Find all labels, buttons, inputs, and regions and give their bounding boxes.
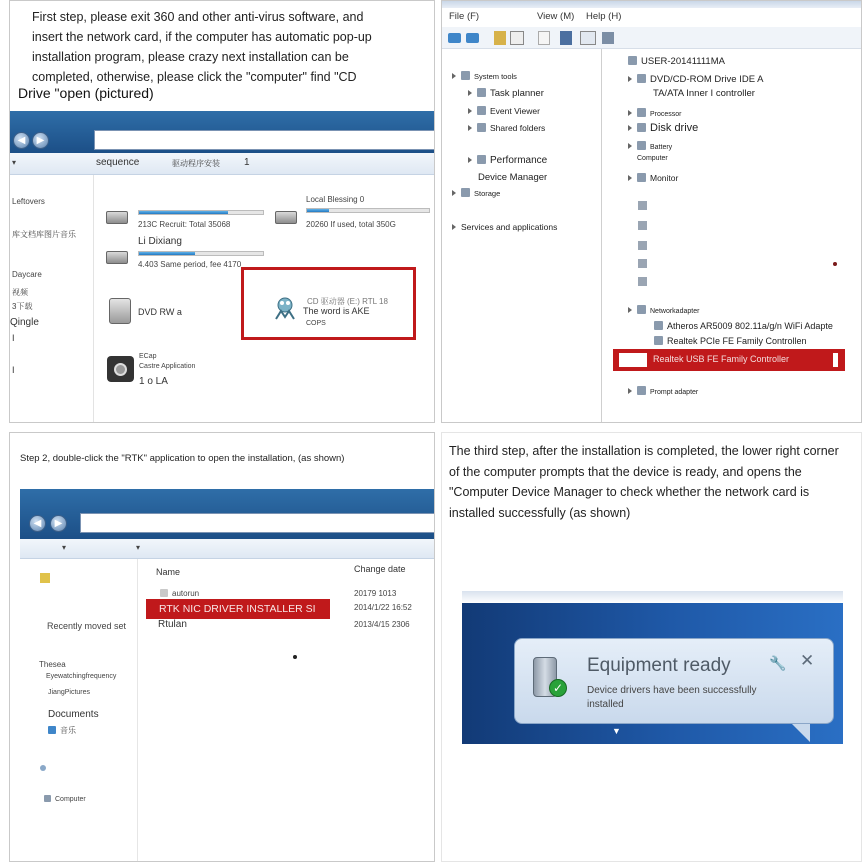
cd-drive-title[interactable]: CD 驱动器 (E:) RTL 18 — [307, 297, 388, 306]
sidebar-item[interactable]: 视频 — [12, 288, 28, 297]
address-bar[interactable] — [80, 513, 435, 533]
drive2-title: Local Blessing 0 — [306, 195, 365, 204]
notification-balloon[interactable] — [514, 638, 834, 724]
file-date: 2014/1/22 16:52 — [354, 603, 412, 612]
event-icon — [477, 106, 486, 115]
step1-panel — [9, 0, 435, 423]
column-name[interactable]: Name — [156, 567, 181, 577]
cd-drive-label[interactable]: The word is AKE — [303, 306, 370, 316]
storage-icon — [461, 188, 470, 197]
drive1-name: 213C Recruit: Total 35068 — [138, 220, 231, 229]
explorer-toolbar — [10, 153, 435, 175]
tools-icon — [461, 71, 470, 80]
tree-event-viewer[interactable]: Event Viewer — [468, 106, 540, 116]
sidebar-item: I — [12, 365, 15, 375]
sidebar-item[interactable]: Daycare — [12, 270, 42, 279]
expand-arrow-icon[interactable] — [628, 388, 632, 394]
sidebar-item[interactable]: Eyewatchingfrequency — [46, 673, 117, 680]
music-icon — [48, 726, 56, 734]
expand-arrow-icon[interactable] — [468, 157, 472, 163]
sidebar-documents[interactable]: Documents — [48, 709, 99, 720]
network-card-icon — [654, 336, 663, 345]
desktop-top-fade — [462, 591, 843, 603]
tree-network-adapter[interactable]: Networkadapter — [628, 305, 699, 315]
explorer-sidebar — [10, 175, 94, 423]
disk-icon — [637, 123, 646, 132]
dvd-rw-label[interactable]: DVD RW a — [138, 307, 182, 317]
balloon-body-line2: installed — [587, 699, 624, 710]
tree-prompt-adapter[interactable]: Prompt adapter — [628, 386, 698, 396]
expand-arrow-icon[interactable] — [452, 73, 456, 79]
explorer2-sidebar — [20, 559, 138, 862]
balloon-body-line1: Device drivers have been successfully — [587, 685, 757, 696]
drive3-usage-bar — [138, 251, 264, 256]
sidebar-item[interactable]: JiangPictures — [48, 689, 91, 696]
expand-arrow-icon[interactable] — [452, 190, 456, 196]
ecap-title: ECap — [139, 353, 157, 360]
show-hidden-icons-arrow[interactable]: ▼ — [612, 726, 621, 736]
redacted-block — [619, 353, 647, 367]
balloon-title: Equipment ready — [587, 655, 731, 676]
file-row[interactable]: autorun — [160, 589, 199, 598]
wrench-icon[interactable]: 🔧 — [769, 655, 787, 671]
tree-services[interactable]: Services and applications — [452, 222, 557, 232]
balloon-tail — [792, 724, 810, 742]
tree-performance[interactable]: Performance — [468, 155, 547, 166]
back-button[interactable]: ◀ — [29, 515, 46, 532]
drive1-usage-bar — [138, 210, 264, 215]
dvd-drive-icon[interactable] — [109, 298, 131, 324]
computer-icon — [44, 795, 51, 802]
step2-heading: Step 2, double-click the "RTK" application to open the installation, (as shown) — [20, 453, 345, 464]
tree-device-manager[interactable]: Device Manager — [478, 172, 548, 183]
tree-disk-drive[interactable]: Disk drive — [628, 122, 698, 134]
address-bar[interactable] — [94, 130, 435, 150]
performance-icon — [477, 155, 486, 164]
sidebar-item[interactable]: 3下载 — [12, 302, 33, 311]
bullet-icon — [40, 765, 46, 771]
expand-arrow-icon[interactable] — [468, 108, 472, 114]
monitor-icon — [637, 173, 646, 182]
page-icon[interactable] — [538, 31, 550, 45]
adapter-realtek-usb[interactable]: Realtek USB FE Family Controller — [653, 354, 790, 364]
forward-arrow-icon[interactable] — [466, 33, 479, 43]
folder-icon[interactable] — [494, 31, 506, 45]
network-card-icon — [654, 321, 663, 330]
menu-view[interactable]: View (M) — [537, 11, 575, 22]
tree-system-tools[interactable]: System tools — [452, 71, 517, 81]
ecap-value: 1 o LA — [139, 376, 168, 387]
sidebar-item: I — [12, 333, 15, 343]
step1-line: installation program, please crazy next installation can be — [32, 50, 349, 64]
tree-monitor[interactable]: Monitor — [628, 173, 678, 183]
tree-dvd[interactable]: DVD/CD-ROM Drive IDE A — [628, 74, 763, 85]
speck — [293, 655, 297, 659]
blurred-device-icons — [628, 193, 650, 297]
file-icon — [160, 589, 168, 597]
step1-line: insert the network card, if the computer has automatic pop-up — [32, 30, 372, 44]
back-button[interactable]: ◀ — [13, 132, 30, 149]
star-icon — [40, 573, 50, 583]
dvd-icon — [637, 74, 646, 83]
help-icon[interactable] — [560, 31, 572, 45]
left-tree — [442, 49, 602, 423]
expand-arrow-icon[interactable] — [468, 125, 472, 131]
computer-icon — [628, 56, 637, 65]
step3-instructions: The third step, after the installation is completed, the lower right corner of the computer prompts that the device is ready, and opens the "Computer Device Manager to check whether the network card is installed successfully (as shown) — [449, 444, 839, 520]
devmgr-toolbar — [442, 27, 862, 49]
adapter-atheros[interactable]: Atheros AR5009 802.11a/g/n WiFi Adapte — [654, 321, 833, 331]
usb-adapter-highlight[interactable] — [613, 349, 845, 371]
network-icon — [637, 305, 646, 314]
chevron-down-icon[interactable]: ▾ — [62, 543, 67, 552]
file-row[interactable]: Rtulan — [158, 619, 187, 630]
explorer2-toolbar — [20, 539, 435, 559]
expand-arrow-icon[interactable] — [628, 307, 632, 313]
tree-ata[interactable]: TA/ATA Inner I controller — [653, 88, 755, 99]
toolbar-number: 1 — [244, 157, 250, 168]
checkmark-icon: ✓ — [549, 679, 567, 697]
column-date[interactable]: Change date — [354, 564, 406, 574]
expand-arrow-icon[interactable] — [628, 76, 632, 82]
rtk-file-highlight[interactable] — [146, 599, 330, 619]
tree-task-planner[interactable]: Task planner — [468, 88, 544, 99]
menu-bar — [449, 11, 497, 22]
sidebar-item[interactable]: Qingle — [10, 317, 39, 328]
expand-arrow-icon[interactable] — [628, 175, 632, 181]
redacted-block — [833, 353, 838, 367]
rtk-frog-icon[interactable] — [273, 295, 297, 323]
drive1-label: Li Dixiang — [138, 236, 182, 247]
file-date: 20179 1013 — [354, 589, 397, 598]
chip-icon — [637, 108, 646, 117]
tree-battery[interactable]: Battery — [628, 141, 672, 151]
sidebar-music[interactable]: 音乐 — [48, 725, 76, 736]
adapter-icon — [637, 386, 646, 395]
organize-chevron-icon[interactable]: ▾ — [12, 158, 17, 167]
back-arrow-icon[interactable] — [448, 33, 461, 43]
camera-icon[interactable] — [107, 356, 134, 382]
chevron-down-icon[interactable]: ▾ — [136, 543, 141, 552]
step2-panel — [9, 432, 435, 862]
sidebar-item[interactable]: Leftovers — [12, 197, 45, 206]
adapter-realtek-pcie[interactable]: Realtek PCIe FE Family Controllen — [654, 336, 807, 346]
forward-button[interactable]: ▶ — [32, 132, 49, 149]
cd-drive-sub: COPS — [306, 320, 326, 327]
forward-button[interactable]: ▶ — [50, 515, 67, 532]
monitor-icon[interactable] — [580, 31, 596, 45]
sidebar-item[interactable]: 库文档库图片音乐 — [12, 230, 76, 239]
properties-icon[interactable] — [510, 31, 524, 45]
expand-arrow-icon[interactable] — [628, 125, 632, 131]
tree-root[interactable]: USER-20141111MA — [628, 56, 725, 67]
sidebar-recent[interactable]: Recently moved set — [47, 621, 127, 631]
drive2-usage-bar — [306, 208, 430, 213]
menu-file[interactable]: File (F) — [449, 11, 480, 22]
scan-hardware-icon[interactable] — [602, 32, 614, 44]
step1-line: First step, please exit 360 and other anti-virus software, and — [32, 10, 364, 24]
device-manager-panel — [441, 0, 862, 423]
close-icon[interactable]: ✕ — [800, 651, 815, 670]
menu-help[interactable]: Help (H) — [586, 11, 622, 22]
drive3-info: 4.403 Same period, fee 4170 — [138, 260, 242, 269]
hard-drive-icon — [106, 251, 128, 264]
battery-icon — [637, 141, 646, 150]
sidebar-item[interactable]: Thesea — [39, 660, 66, 669]
file-date: 2013/4/15 2306 — [354, 620, 410, 629]
toolbar-install-drivers[interactable]: 驱动程序安装 — [172, 159, 220, 168]
shared-folder-icon — [477, 123, 486, 132]
tree-shared-folders[interactable]: Shared folders — [468, 123, 545, 133]
sidebar-computer[interactable]: Computer — [44, 795, 86, 803]
expand-arrow-icon[interactable] — [452, 224, 456, 230]
tree-computer[interactable]: Computer — [637, 155, 668, 162]
expand-arrow-icon[interactable] — [468, 90, 472, 96]
clock-icon — [477, 88, 486, 97]
step1-line-last: Drive "open (pictured) — [18, 85, 154, 101]
expand-arrow-icon[interactable] — [628, 143, 632, 149]
drive2-info: 20260 If used, total 350G — [306, 220, 396, 229]
tree-storage[interactable]: Storage — [452, 188, 500, 198]
speck — [833, 262, 837, 266]
ecap-sub: Castre Application — [139, 363, 196, 370]
expand-arrow-icon[interactable] — [628, 110, 632, 116]
toolbar-sequence[interactable]: sequence — [96, 157, 140, 168]
step3-panel — [441, 432, 862, 862]
hard-drive-icon — [275, 211, 297, 224]
window-top-border — [442, 1, 862, 8]
tree-processor[interactable]: Processor — [628, 108, 682, 118]
rtk-installer-file[interactable]: RTK NIC DRIVER INSTALLER SI — [159, 603, 316, 615]
step1-line: completed, otherwise, please click the "computer" find "CD — [32, 70, 357, 84]
hard-drive-icon — [106, 211, 128, 224]
step1-instructions — [32, 7, 432, 87]
